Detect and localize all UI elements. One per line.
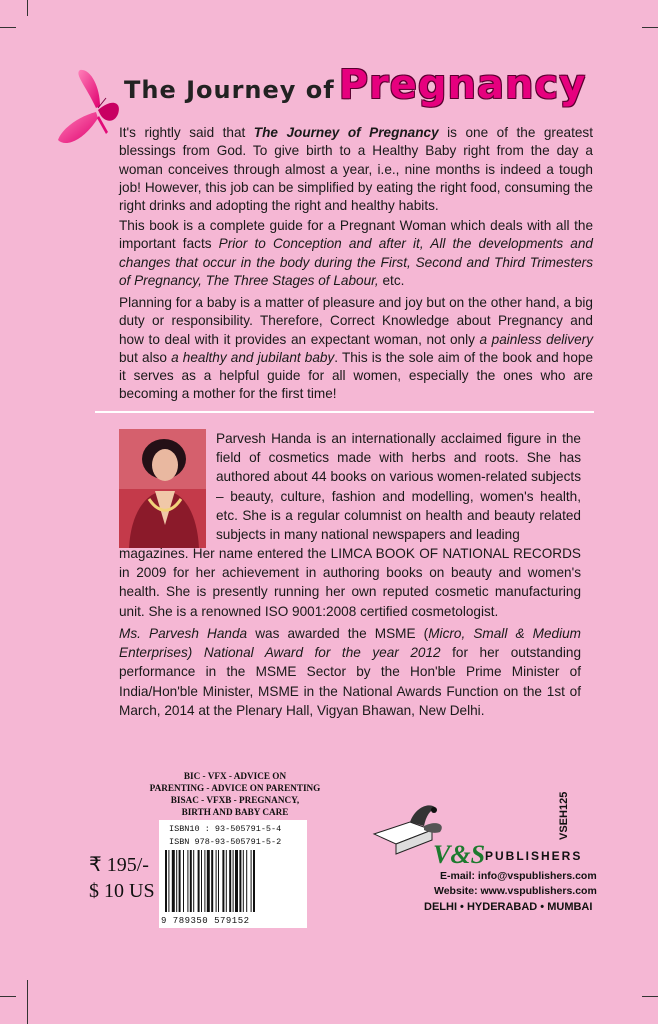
intro-paragraph-1: [119, 124, 593, 215]
book-title-inline: The Journey of Pregnancy: [253, 125, 439, 140]
intro-paragraph-3: [119, 294, 593, 404]
crop-mark: [0, 27, 16, 28]
barcode-digits: 9 789350 579152: [161, 916, 250, 926]
publisher-name: PUBLISHERS: [485, 849, 583, 863]
text-run: for her outstanding performance in the MSME Sector by the Hon'ble Prime Minister of India/Hon'ble Minister, MSME in the National Awards Function on the 1st of March, 2014 at the Plenary Hall, Vigyan Bhawan, New Delhi.: [119, 645, 581, 718]
text-run: Planning for a baby is a matter of pleasure and joy but on the other hand, a big duty or responsibility. Therefore, Correct Knowledge about Pregnancy and how to deal with it provides an expectant woman, not only: [119, 295, 593, 347]
section-divider: [95, 411, 594, 413]
bic-line: BISAC - VFXB - PREGNANCY,: [170, 795, 300, 805]
price-inr: ₹ 195/-: [89, 854, 149, 876]
text-run: was awarded the MSME (: [247, 626, 429, 641]
title-prefix: The Journey of: [124, 76, 335, 104]
publisher-cities: DELHI • HYDERABAD • MUMBAI: [424, 901, 593, 913]
text-run: is one of the greatest blessings from God. To give birth to a Healthy Baby right from the day a woman conceives through almost a year, i.e., nine months is indeed a tough job! However, this job can be simplified by eating the right food, consuming the right drinks and adopting the right and healthy habits.: [119, 125, 593, 214]
author-award: [119, 624, 581, 720]
bic-line: BIC - VFX - ADVICE ON: [183, 771, 287, 781]
publisher-email: E-mail: info@vspublishers.com: [440, 870, 597, 882]
barcode-bars: [159, 850, 307, 916]
crop-mark: [642, 27, 658, 28]
text-run-italic: a painless delivery: [479, 331, 593, 347]
crop-mark: [642, 996, 658, 997]
publisher-website: Website: www.vspublishers.com: [434, 885, 597, 897]
price-usd: $ 10 US: [89, 880, 155, 902]
title-main: Pregnancy: [338, 62, 587, 108]
price-block: [89, 852, 155, 904]
book-title: [124, 62, 586, 108]
bic-line: PARENTING - ADVICE ON PARENTING: [149, 783, 321, 793]
text-run: etc.: [378, 272, 405, 288]
text-run: . This is the sole aim of the book and hope it serves as a helpful guide for all women, especially the ones who are becoming a mother for the first time!: [119, 349, 594, 402]
text-run: This book is a complete guide for a Pregnant Woman which deals with all the important facts: [119, 218, 593, 252]
publisher-logo-text: V&S: [433, 840, 486, 869]
isbn13-label: ISBN 978-93-505791-5-2: [169, 837, 282, 847]
crop-mark: [0, 996, 16, 997]
isbn10-label: ISBN10 : 93-505791-5-4: [169, 824, 282, 834]
author-portrait: [119, 429, 206, 548]
bic-line: BIRTH AND BABY CARE: [181, 807, 289, 817]
author-photo: [119, 429, 206, 548]
text-run-italic: Micro, Small & Medium Enterprises) National Award for the year 2012: [119, 626, 581, 661]
text-run: It's rightly said that: [119, 125, 254, 140]
text-run-italic: Prior to Conception and after it, All the developments and changes that occur in the body during the First, Second and Third Trimesters of Pregnancy, The Three Stages of Labour,: [119, 236, 593, 288]
isbn-barcode: [159, 820, 307, 928]
book-code-text: VSEH125: [558, 791, 570, 840]
author-bio-bottom: magazines. Her name entered the LIMCA BOOK OF NATIONAL RECORDS in 2009 for her achievement in authoring books on beauty and women's health. She is presently running her own reputed cosmetic manufacturing unit. She is a renowned ISO 9001:2008 certified cosmetologist.: [119, 546, 581, 619]
crop-mark: [27, 980, 28, 1024]
text-run: but also: [119, 349, 172, 365]
bic-classification: [135, 770, 335, 818]
butterfly-icon: [56, 68, 122, 150]
intro-paragraph-2: [119, 217, 593, 290]
text-run-italic: a healthy and jubilant baby: [171, 349, 335, 365]
author-bio-top: Parvesh Handa is an internationally acclaimed figure in the field of cosmetics made with herbs and roots. She has authored about 44 books on various women-related subjects – beauty, culture, fashion and modelling, women's health, etc. She is a regular columnist on health and beauty related subjects in many national newspapers and leading: [216, 431, 581, 543]
book-code: [558, 790, 572, 840]
author-name: Ms. Parvesh Handa: [119, 626, 248, 641]
crop-mark: [27, 0, 28, 16]
